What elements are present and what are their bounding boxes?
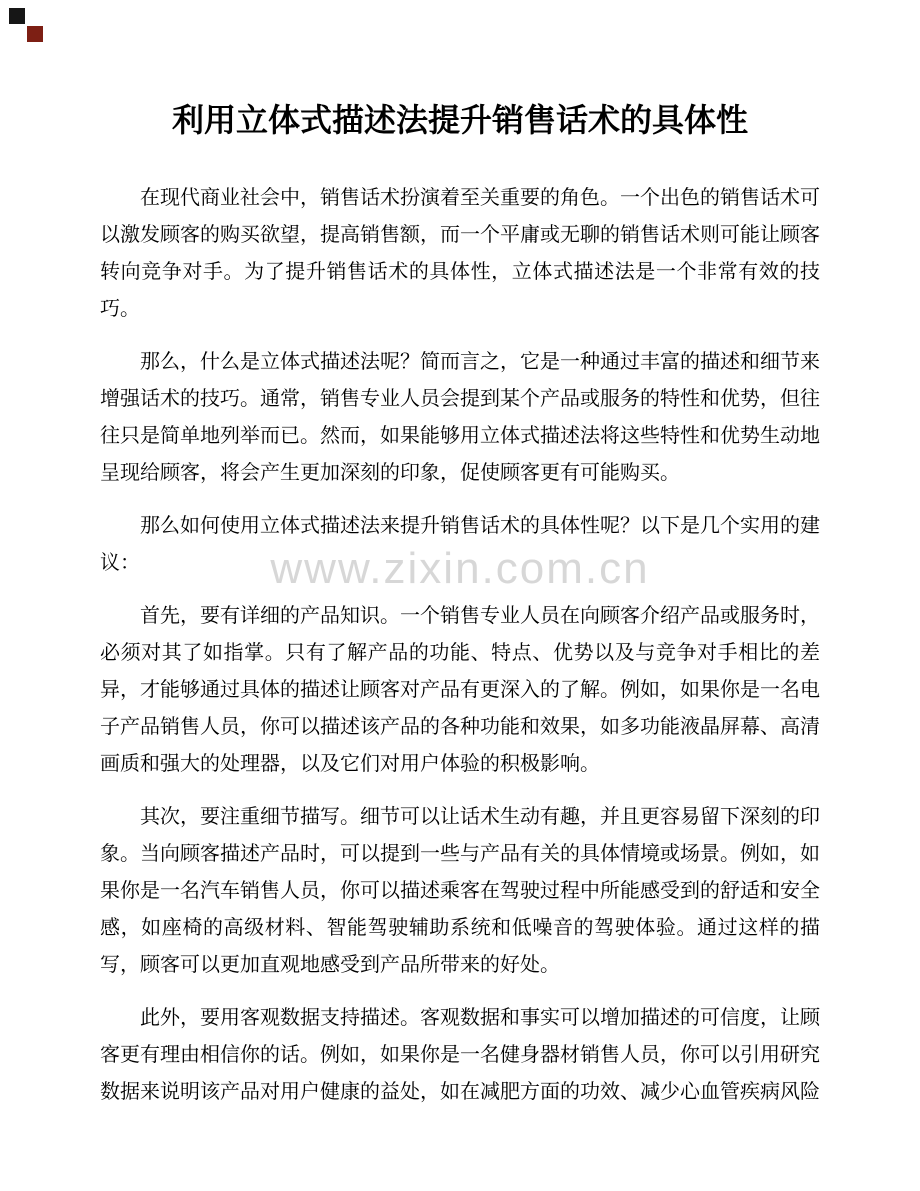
paragraph-definition: 那么，什么是立体式描述法呢？简而言之，它是一种通过丰富的描述和细节来增强话术的技巧。通常，销售专业人员会提到某个产品或服务的特性和优势，但往往只是简单地列举而已。然而，如果能够用立体式描述法将这些特性和优势生动地呈现给顾客，将会产生更加深刻的印象，促使顾客更有可能购买。 [100, 350, 820, 484]
corner-mark-black-icon [9, 8, 25, 24]
document-title: 利用立体式描述法提升销售话术的具体性 [171, 102, 748, 138]
paragraph-tip-third: 此外，要用客观数据支持描述。客观数据和事实可以增加描述的可信度，让顾客更有理由相信你的话。例如，如果你是一名健身器材销售人员，你可以引用研究数据来说明该产品对用户健康的益处，如在减肥方面的功效、减少心血管疾病风险 [100, 1006, 820, 1103]
paragraph-tip-first: 首先，要有详细的产品知识。一个销售专业人员在向顾客介绍产品或服务时，必须对其了如指掌。只有了解产品的功能、特点、优势以及与竞争对手相比的差异，才能够通过具体的描述让顾客对产品有更深入的了解。例如，如果你是一名电子产品销售人员，你可以描述该产品的各种功能和效果，如多功能液晶屏幕、高清画质和强大的处理器，以及它们对用户体验的积极影响。 [100, 604, 820, 775]
document-body [0, 142, 920, 1111]
paragraph-intro: 在现代商业社会中，销售话术扮演着至关重要的角色。一个出色的销售话术可以激发顾客的购买欲望，提高销售额，而一个平庸或无聊的销售话术则可能让顾客转向竞争对手。为了提升销售话术的具体性，立体式描述法是一个非常有效的技巧。 [100, 186, 820, 320]
paragraph-question: 那么如何使用立体式描述法来提升销售话术的具体性呢？以下是几个实用的建议： [100, 514, 820, 574]
corner-mark-red-icon [27, 26, 43, 42]
watermark-text: www.zixin.com.cn [270, 544, 650, 593]
paragraph-tip-second: 其次，要注重细节描写。细节可以让话术生动有趣，并且更容易留下深刻的印象。当向顾客描述产品时，可以提到一些与产品有关的具体情境或场景。例如，如果你是一名汽车销售人员，你可以描述乘客在驾驶过程中所能感受到的舒适和安全感，如座椅的高级材料、智能驾驶辅助系统和低噪音的驾驶体验。通过这样的描写，顾客可以更加直观地感受到产品所带来的好处。 [100, 805, 820, 976]
